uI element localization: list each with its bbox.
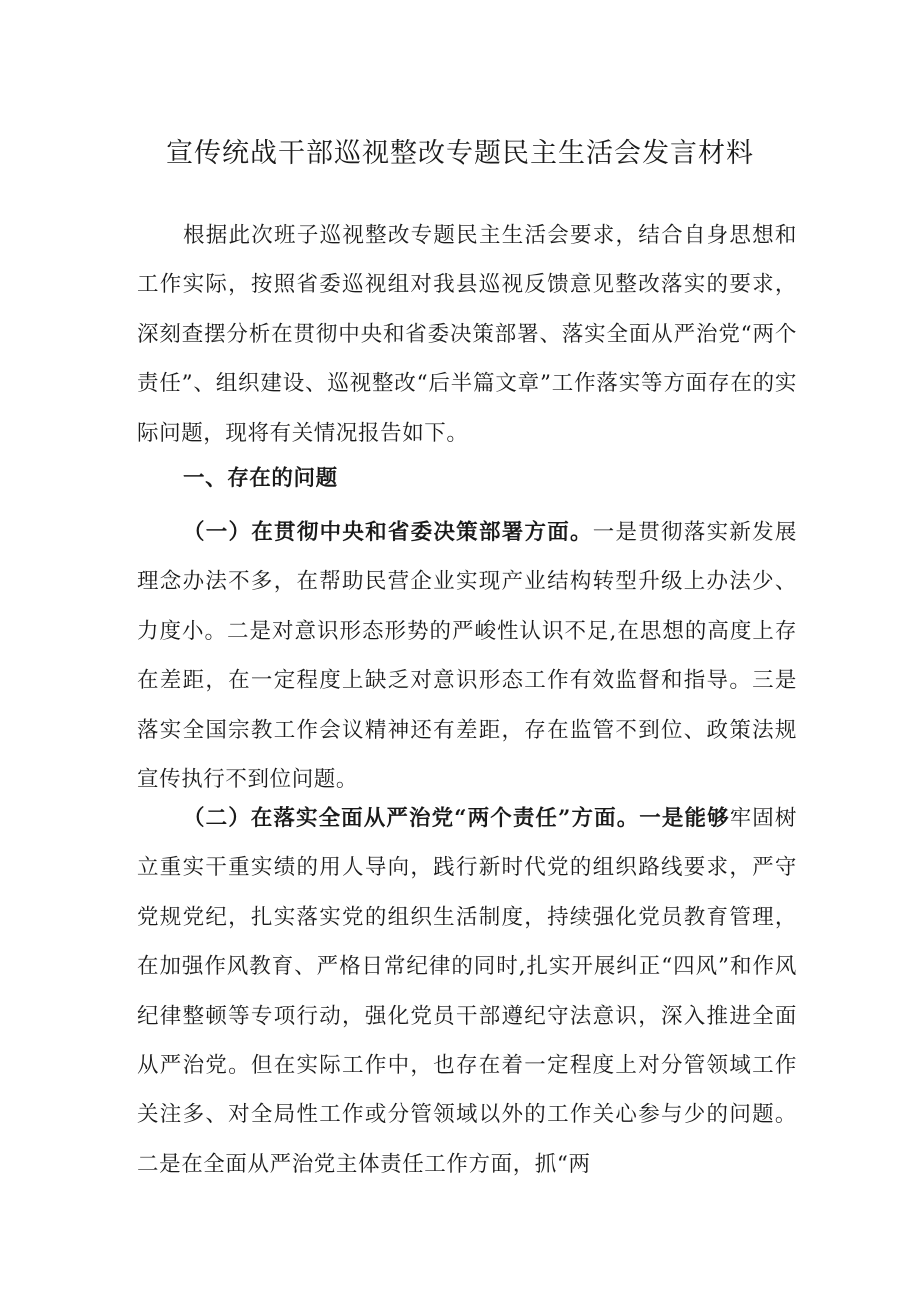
- part-1-text: 一是贯彻落实新发展理念办法不多，在帮助民营企业实现产业结构转型升级上办法少、力度小。二是对意识形态形势的严峻性认识不足,在思想的高度上存在差距，在一定程度上缺乏对意识形态工作有效监督和指导。三是落实全国宗教工作会议精神还有差距，存在监管不到位、政策法规宣传执行不到位问题。: [137, 520, 797, 793]
- document-title: 宣传统战干部巡视整改专题民主生活会发言材料: [166, 138, 754, 169]
- part-1-lead: （一）在贯彻中央和省委决策部署方面。: [183, 520, 593, 545]
- paragraph-part-2: [137, 794, 797, 1189]
- paragraph-part-1: [137, 508, 797, 804]
- section-heading-problems: 一、存在的问题: [183, 466, 338, 491]
- part-2-text: 牢固树立重实干重实绩的用人导向，践行新时代党的组织路线要求，严守党规党纪，扎实落实党的组织生活制度，持续强化党员教育管理，在加强作风教育、严格日常纪律的同时,扎实开展纠正“四风”和作风纪律整顿等专项行动，强化党员干部遵纪守法意识，深入推进全面从严治党。但在实际工作中，也存在着一定程度上对分管领域工作关注多、对全局性工作或分管领域以外的工作关心参与少的问题。二是在全面从严治党主体责任工作方面，抓“两: [137, 806, 797, 1177]
- intro-paragraph: 根据此次班子巡视整改专题民主生活会要求，结合自身思想和工作实际，按照省委巡视组对我县巡视反馈意见整改落实的要求，深刻查摆分析在贯彻中央和省委决策部署、落实全面从严治党“两个责任”、组织建设、巡视整改“后半篇文章”工作落实等方面存在的实际问题，现将有关情况报告如下。: [137, 223, 797, 446]
- part-2-lead: （二）在落实全面从严治党“两个责任”方面。一是能够: [183, 806, 730, 831]
